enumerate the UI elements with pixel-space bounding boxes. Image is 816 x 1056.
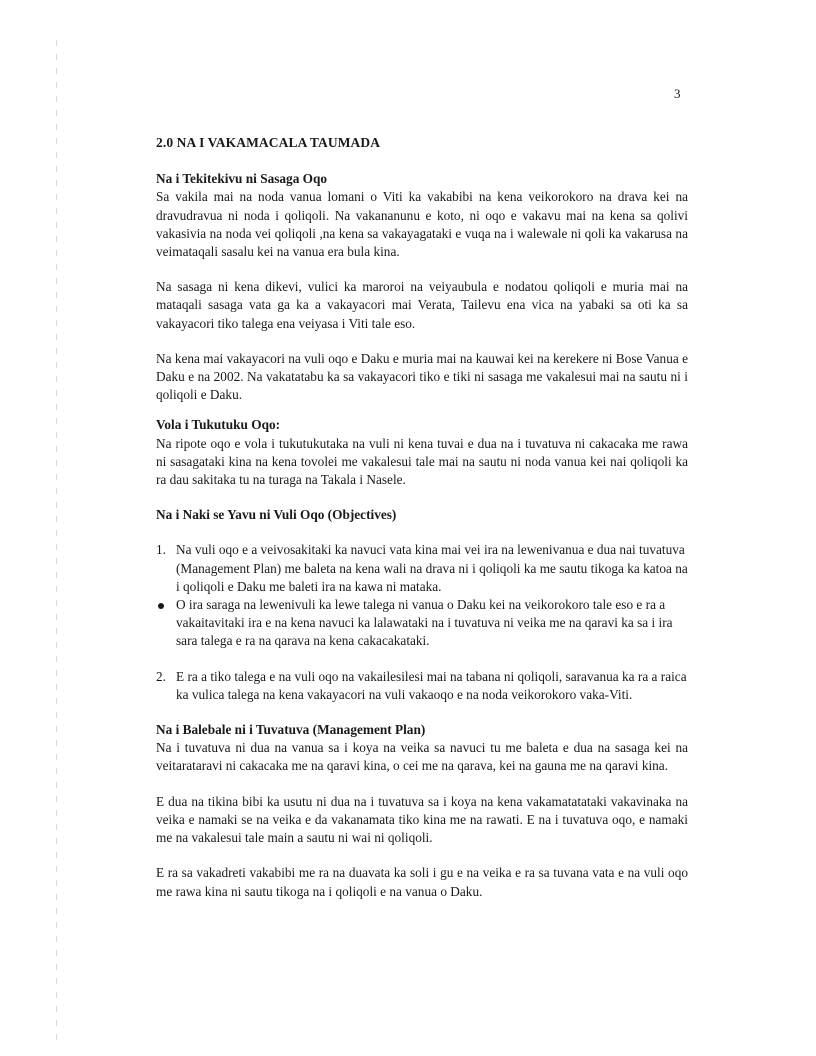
objective-item-2 bbox=[156, 668, 688, 704]
section-title: 2.0 NA I VAKAMACALA TAUMADA bbox=[156, 135, 381, 150]
list-marker: 2. bbox=[156, 668, 166, 684]
objectives-heading: Na i Naki se Yavu ni Vuli Oqo (Objectives) bbox=[156, 507, 397, 523]
objective-text: Na vuli oqo e a veivosakitaki ka navuci vata kina mai vei ira na lewenivanua e dua nai tuvatuva (Management Plan) me baleta na kena wali na drava ni i qoliqoli ka me sautu tikoga ka katoa na i qoliqoli e Daku me baleti ira na kawa ni mataka. bbox=[176, 542, 688, 594]
document-body bbox=[156, 134, 688, 901]
sasaga-paragraph-2: Na sasaga ni kena dikevi, vulici ka maroroi na veiyaubula e nodatou qoliqoli e muria mai na mataqali sasaga vata ga ka a vakayacori mai Verata, Tailevu ena vica na yabaki sa oti ka sa vakayacori tiko talega ena veiyasa i Viti tale eso. bbox=[156, 279, 688, 331]
scan-margin-line bbox=[56, 40, 57, 1040]
page-number: 3 bbox=[674, 86, 681, 101]
bullet-icon bbox=[156, 596, 176, 651]
objective-text: E ra a tiko talega e na vuli oqo na vakailesilesi mai na tabana ni qoliqoli, saravanua ka ra a raica ka vulica talega na kena vakayacori na vuli vakaoqo e na noda veikorokoro vaka-Viti. bbox=[176, 668, 687, 702]
management-paragraph-3: E ra sa vakadreti vakabibi me ra na duavata ka soli i gu e na veika e ra sa tuvana vata e na vuli oqo me rawa kina ni sautu tikoga na i qoliqoli e na vanua o Daku. bbox=[156, 865, 688, 899]
management-paragraph-2: E dua na tikina bibi ka usutu ni dua na i tuvatuva sa i koya na kena vakamatatataki vakavinaka na veika e namaki se na veika e da vakanamata tiko kina me na rawati. E na i tuvatuva oqo, e namaki me na vakalesui tale main a sautu ni wai ni qoliqoli. bbox=[156, 793, 688, 846]
objective-text: O ira saraga na lewenivuli ka lewe talega ni vanua o Daku kei na veikorokoro tale eso e ra a vakaitavitaki ira e na kena navuci ka lalawataki na i tuvatuva ni veika me na qaravi ka sa i ira sara talega e ra na qarava na kena cakacakataki. bbox=[176, 597, 673, 649]
objective-item-1 bbox=[156, 541, 688, 596]
sasaga-heading: Na i Tekitekivu ni Sasaga Oqo bbox=[156, 171, 328, 187]
sasaga-paragraph-3: Na kena mai vakayacori na vuli oqo e Daku e muria mai na kauwai kei na kerekere ni Bose Vanua e Daku e na 2002. Na vakatatabu ka sa vakayacori tiko e tiki ni sasaga me vakalesui mai na sautu ni i qoliqoli e Daku. bbox=[156, 350, 688, 403]
vola-paragraph-1: Na ripote oqo e vola i tukutukutaka na vuli ni kena tuvai e dua na i tuvatuva ni cakacaka me rawa ni sasagataki kina na kena tovolei me vakalesui tale mai na sautu ni noda vanua kei nai qoliqoli ka ra dau sakitaka tu na turaga na Takala i Nasele. bbox=[156, 435, 688, 488]
objective-bullet-item bbox=[156, 596, 688, 651]
list-marker: 1. bbox=[156, 542, 166, 558]
management-heading: Na i Balebale ni i Tuvatuva (Management Plan) bbox=[156, 722, 426, 738]
management-paragraph-1: Na i tuvatuva ni dua na vanua sa i koya na veika sa navuci tu me baleta e dua na sasaga kei na veitarataravi ni cakacaka me na qaravi kina, o cei me na qarava, kei na gauna me na qaravi kina. bbox=[156, 740, 688, 774]
sasaga-paragraph-1: Sa vakila mai na noda vanua lomani o Viti ka vakabibi na kena veikorokoro na drava kei na dravudravua ni noda i qoliqoli. Na vakananunu e koto, ni oqo e vakavu mai na kena sa qolivi vakasivia na noda vei qoliqoli ,na kena sa vakayagataki e vuqa na i walewale ni qoli ka vakarusa na veimataqali sasalu kei na vanua era bula kina. bbox=[156, 189, 688, 260]
vola-heading: Vola i Tukutuku Oqo: bbox=[156, 417, 281, 433]
